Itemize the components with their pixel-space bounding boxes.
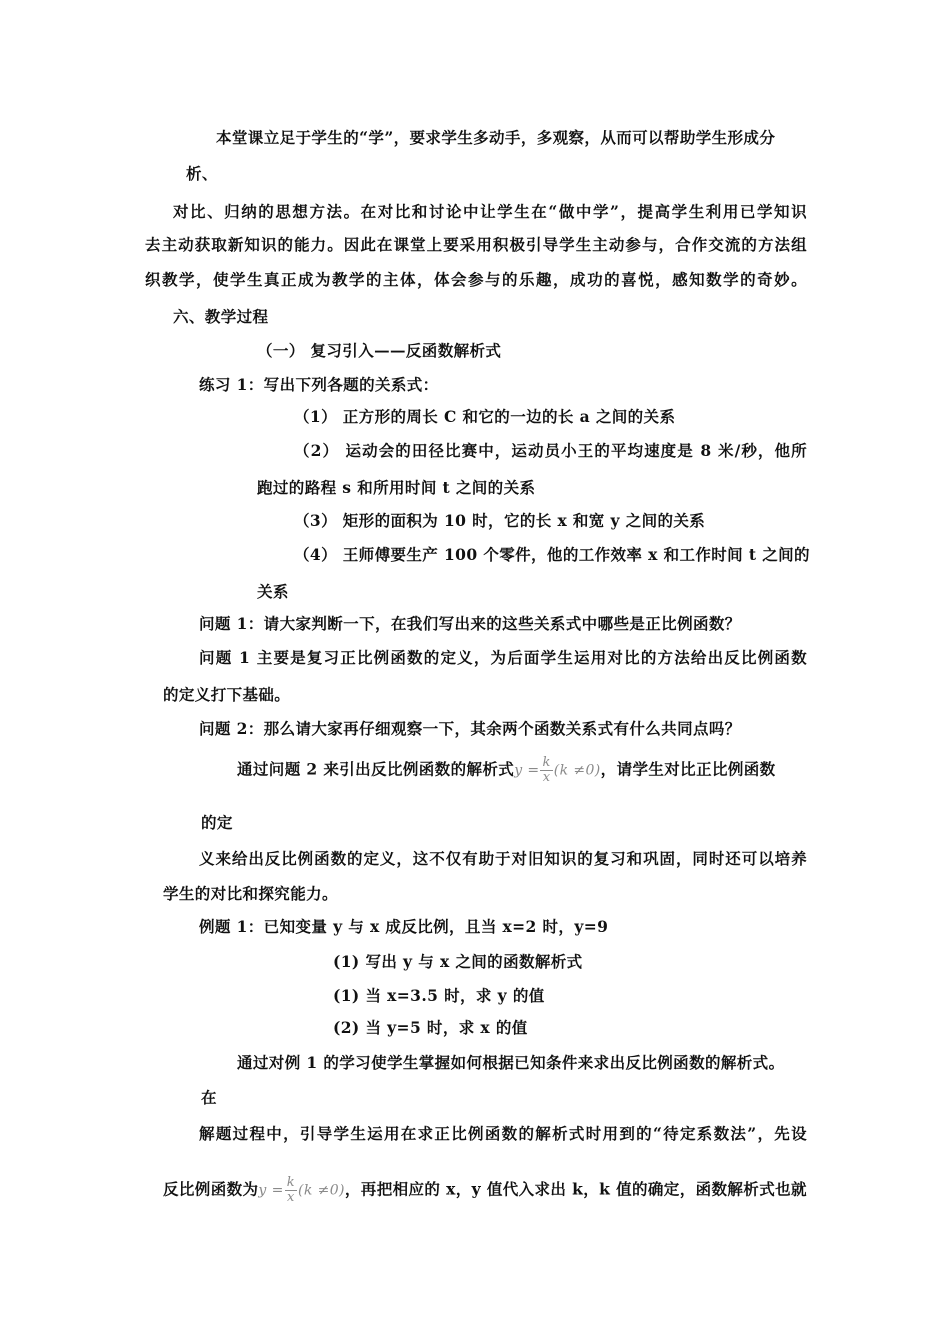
formula-condition: (k ≠0) bbox=[297, 1182, 345, 1199]
text-fragment: ，请学生对比正比例函数 bbox=[600, 759, 776, 779]
paragraph-line: 织教学，使学生真正成为教学的主体，体会参与的乐趣，成功的喜悦，感知数学的奇妙。 bbox=[145, 270, 807, 289]
paragraph-line: 去主动获取新知识的能力。因此在课堂上要采用积极引导学生主动参与，合作交流的方法组 bbox=[145, 235, 807, 254]
paragraph-line: 在 bbox=[201, 1088, 217, 1107]
paragraph-line: 的定 bbox=[201, 813, 233, 832]
subsection-heading: （一） 复习引入——反函数解析式 bbox=[257, 341, 502, 360]
exercise-item: （4） 王师傅要生产 100 个零件，他的工作效率 x 和工作时间 t 之间的 bbox=[294, 545, 810, 564]
formula-lhs: y = bbox=[514, 762, 540, 779]
paragraph-line-formula bbox=[163, 1176, 807, 1205]
exercise-item: （2） 运动会的田径比赛中，运动员小王的平均速度是 8 米/秒，他所 bbox=[294, 441, 807, 460]
text-fragment: 通过问题 2 来引出反比例函数的解析式 bbox=[237, 759, 515, 779]
example-item: (1) 当 x=3.5 时，求 y 的值 bbox=[333, 986, 545, 1005]
paragraph-line: 对比、归纳的思想方法。在对比和讨论中让学生在“做中学”，提高学生利用已学知识 bbox=[173, 202, 807, 221]
formula-condition: (k ≠0) bbox=[553, 762, 601, 779]
exercise-item: （3） 矩形的面积为 10 时，它的长 x 和宽 y 之间的关系 bbox=[294, 511, 706, 530]
exercise-item-cont: 跑过的路程 s 和所用时间 t 之间的关系 bbox=[257, 478, 536, 497]
paragraph-line: 析、 bbox=[186, 164, 218, 183]
text-fragment: ，再把相应的 x，y 值代入求出 k，k 值的确定，函数解析式也就 bbox=[344, 1179, 807, 1199]
paragraph-line: 通过对例 1 的学习使学生掌握如何根据已知条件来求出反比例函数的解析式。 bbox=[237, 1053, 785, 1072]
paragraph-line: 本堂课立足于学生的“学”，要求学生多动手，多观察，从而可以帮助学生形成分 bbox=[216, 128, 776, 147]
fraction bbox=[540, 756, 552, 785]
paragraph-line: 学生的对比和探究能力。 bbox=[163, 884, 338, 903]
fraction-numerator: k bbox=[542, 755, 551, 770]
example-item: (1) 写出 y 与 x 之间的函数解析式 bbox=[333, 952, 583, 971]
question-2: 问题 2：那么请大家再仔细观察一下，其余两个函数关系式有什么共同点吗？ bbox=[199, 719, 741, 738]
text-fragment: 反比例函数为 bbox=[163, 1179, 259, 1199]
formula-lhs: y = bbox=[258, 1182, 284, 1199]
paragraph-line: 问题 1 主要是复习正比例函数的定义，为后面学生运用对比的方法给出反比例函数 bbox=[199, 648, 807, 667]
fraction bbox=[285, 1176, 297, 1205]
exercise-title: 练习 1：写出下列各题的关系式： bbox=[199, 375, 439, 394]
fraction-denominator: x bbox=[542, 770, 551, 785]
exercise-item-cont: 关系 bbox=[257, 582, 289, 601]
paragraph-line: 的定义打下基础。 bbox=[163, 685, 291, 704]
example-title: 例题 1：已知变量 y 与 x 成反比例，且当 x=2 时，y=9 bbox=[199, 917, 609, 936]
section-heading: 六、教学过程 bbox=[173, 307, 269, 326]
exercise-item: （1） 正方形的周长 C 和它的一边的长 a 之间的关系 bbox=[294, 407, 676, 426]
fraction-denominator: x bbox=[286, 1190, 295, 1205]
example-item: (2) 当 y=5 时，求 x 的值 bbox=[333, 1018, 528, 1037]
paragraph-line-formula bbox=[237, 756, 776, 785]
fraction-numerator: k bbox=[286, 1175, 295, 1190]
paragraph-line: 解题过程中，引导学生运用在求正比例函数的解析式时用到的“待定系数法”，先设 bbox=[199, 1124, 807, 1143]
paragraph-line: 义来给出反比例函数的定义，这不仅有助于对旧知识的复习和巩固，同时还可以培养 bbox=[199, 849, 807, 868]
question-1: 问题 1：请大家判断一下，在我们写出来的这些关系式中哪些是正比例函数？ bbox=[199, 614, 741, 633]
